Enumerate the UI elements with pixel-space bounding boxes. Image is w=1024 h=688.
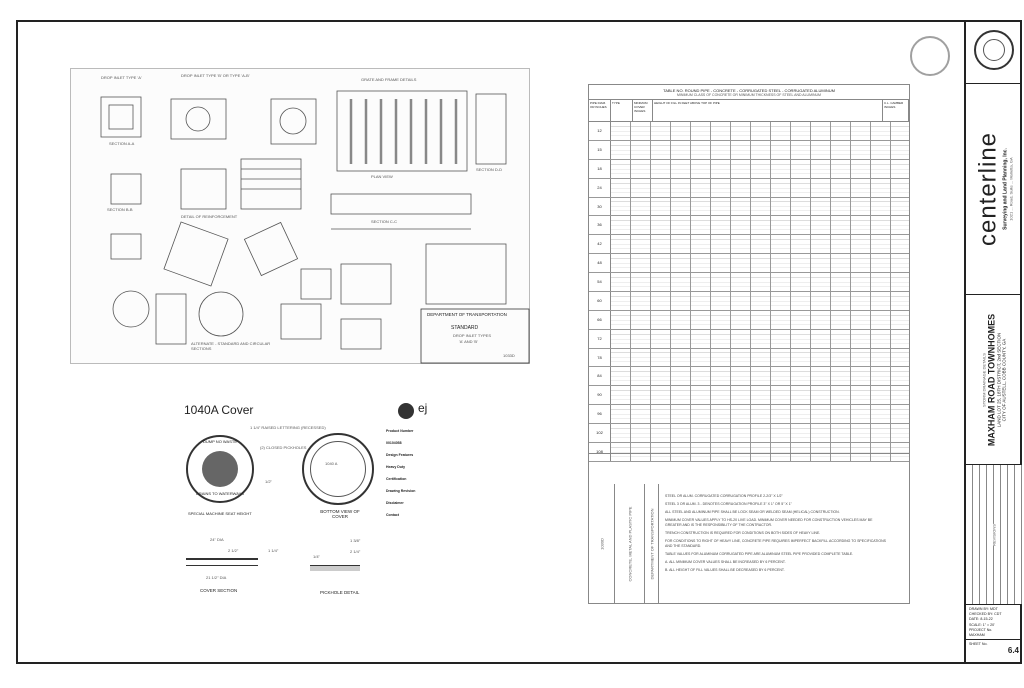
caption: PICKHOLE DETAIL: [320, 590, 360, 595]
table-note: TRENCH CONSTRUCTION IS REQUIRED FOR CONDITIONS ON BOTH SIDES OF HEAVY LINE.: [665, 531, 821, 535]
cover-1040a-detail: [170, 395, 450, 655]
ring-text-bottom: DRAINS TO WATERWAYS: [195, 491, 244, 496]
table-row: [589, 273, 909, 292]
table-row: [589, 254, 909, 273]
pipe-diameter: 90: [589, 386, 611, 404]
pipe-diameter: 54: [589, 273, 611, 291]
project-number: PROJECT No.: [969, 627, 993, 632]
detail-linework: [71, 69, 531, 365]
detail-label: DROP INLET TYPE 'A': [101, 75, 142, 80]
pipe-diameter: 102: [589, 424, 611, 442]
project-city: CITY OF AUSTELL, COBB COUNTY, GA: [1001, 338, 1007, 421]
table-row: [589, 405, 909, 424]
pipe-diameter: 78: [589, 349, 611, 367]
company-logo: centerline: [974, 131, 1002, 247]
caption: COVER SECTION: [200, 588, 238, 593]
pipe-diameter: 12: [589, 122, 611, 140]
pipe-diameter: 72: [589, 330, 611, 348]
pickhole-note: (2) CLOSED PICKHOLES: [260, 445, 307, 450]
scale: SCALE: 1" = 20': [969, 622, 995, 627]
caption: BOTTOM VIEW OF COVER: [320, 509, 360, 519]
checked-by: CHECKED BY: CDT: [969, 612, 1002, 617]
dimension: 2 1/4": [350, 549, 361, 554]
detail-label: ALTERNATE - STANDARD AND CIRCULAR SECTIONS: [191, 341, 271, 351]
sheet-number-box: [966, 640, 1022, 662]
detail-label: DROP INLET TYPE 'B' OR TYPE 'A-B': [181, 73, 250, 78]
detail-standard: STANDARD: [451, 325, 479, 331]
table-row: [589, 424, 909, 443]
column-header: TYPE: [611, 100, 633, 121]
table-row: [589, 122, 909, 141]
detail-label: GRATE AND FRAME DETAILS: [361, 77, 417, 82]
ring-text-top: DUMP NO WASTE: [202, 439, 237, 444]
column-header: MINIMUM COVER INCHES: [633, 100, 653, 121]
company-subtitle: Surveying and Land Planning, Inc.: [1002, 148, 1009, 230]
table-header: [589, 100, 909, 122]
table-row: [589, 292, 909, 311]
project-title: MAXHAM ROAD TOWNHOMES: [986, 313, 997, 446]
std-agency: DEPARTMENT OF TRANSPORTATION: [649, 508, 654, 580]
table-row: [589, 179, 909, 198]
detail-number: 1033D: [503, 353, 515, 358]
product-info-line: Drawing Revision: [386, 489, 416, 493]
pipe-diameter: 18: [589, 160, 611, 178]
table-note: TABLE VALUES FOR ALUMINUM CORRUGATED PIPE ARE ALUMINUM STEEL PIPE PROVIDED COMPLETE TABLE.: [665, 552, 854, 556]
caption: SPECIAL MACHINE SEAT HEIGHT: [188, 511, 252, 516]
title-block: [964, 20, 1022, 664]
pipe-diameter: 96: [589, 405, 611, 423]
std-number: 1030D: [599, 538, 604, 550]
product-info: [386, 425, 446, 521]
cover-section-view: [186, 558, 258, 566]
table-footer: [589, 453, 909, 605]
sheet-label: SHEET No.: [969, 642, 988, 646]
table-row: [589, 330, 909, 349]
table-note: B. ALL HEIGHT OF FILL VALUES SHALL BE DECREASED BY 6 PERCENT.: [665, 568, 785, 572]
revisions-table: [966, 465, 1022, 605]
pipe-diameter: 36: [589, 216, 611, 234]
dimension: 1 3/8": [350, 538, 361, 543]
table-note: STEEL 3 OR ALUM. 3 - DENOTES CORRUGATION PROFILE 3" X 1" OR 5" X 1": [665, 502, 792, 506]
table-notes: [665, 494, 890, 576]
column-header: PIPE DIAM. OR INCHES: [589, 100, 611, 121]
engineer-seal-icon: [910, 36, 950, 76]
product-info-line: Certification: [386, 477, 407, 481]
project-location: LAND LOT 25, 18TH DISTRICT, 2nd SECTION: [996, 332, 1002, 427]
project-section: [966, 295, 1022, 465]
sheet-subject: STORM DRAINAGE DETAILS: [981, 352, 987, 407]
drawn-by: DRAWN BY: MDT: [969, 607, 998, 611]
drawing-info: [966, 605, 1022, 640]
cover-bottom-view: [302, 433, 374, 505]
pipe-diameter: 108: [589, 443, 611, 461]
table-subtitle: MINIMUM CLASS OF CONCRETE OR MINIMUM THICKNESS OF STEEL AND ALUMINUM: [589, 93, 909, 100]
seal-section: [966, 20, 1022, 84]
pipe-diameter: 30: [589, 198, 611, 216]
pipe-diameter: 42: [589, 235, 611, 253]
table-row: [589, 141, 909, 160]
column-header: C.L. CAMBER INCHES: [883, 100, 909, 121]
table-row: [589, 386, 909, 405]
table-title: TABLE NO. ROUND PIPE - CONCRETE - CORRUGATED STEEL - CORRUGATED ALUMINUM: [663, 88, 835, 93]
dimension: 21 1/2" DIA: [206, 575, 227, 580]
product-info-line: Contact: [386, 513, 400, 517]
detail-label: SECTION C-C: [371, 219, 397, 224]
detail-label: DETAIL OF REINFORCEMENT: [181, 214, 238, 219]
pipe-cover-table: [588, 84, 910, 604]
table-row: [589, 160, 909, 179]
table-row: [589, 235, 909, 254]
product-info-line: Disclaimer: [386, 501, 404, 505]
product-info-line: Heavy Duty: [386, 465, 406, 469]
std-title: CONCRETE, METAL AND PLASTIC PIPE: [627, 506, 632, 582]
company-section: [966, 84, 1022, 295]
product-info-line: Design Features: [386, 453, 414, 457]
sheet-number: 6.4: [1007, 646, 1019, 655]
pipe-diameter: 84: [589, 367, 611, 385]
pipe-diameter: 48: [589, 254, 611, 272]
table-note: MINIMUM COVER VALUES APPLY TO HS-20 LIVE LOAD. MINIMUM COVER NEEDED FOR CONSTRUCTION VEHICLES MAY BE GREATER AND IS THE RESPONSIBILITY OF THE CONTRACTOR.: [665, 518, 873, 527]
drop-inlet-detail-drawing: [70, 68, 530, 364]
product-info-line: Product Number: [386, 429, 414, 433]
table-note: FOR CONDITIONS TO RIGHT OF HEAVY LINE, CONCRETE PIPE REQUIRES IMPERFECT BACKFILL ACCORDING TO SPECIFICATIONS AND THE STANDARD.: [665, 539, 886, 548]
detail-label: SECTION B-B: [107, 207, 133, 212]
pipe-diameter: 66: [589, 311, 611, 329]
detail-label: PLAN VIEW: [371, 174, 393, 179]
lettering-note: 1 1/4" RAISED LETTERING (RECESSED): [250, 425, 326, 430]
bottom-text: 1040 A: [325, 461, 338, 466]
detail-subtitle: 'A' AND 'B': [459, 339, 478, 344]
table-body: [589, 122, 909, 462]
product-info-line: 00104058: [386, 441, 402, 445]
column-header: HEIGHT OF FILL IN FEET ABOVE TOP OF PIPE: [653, 100, 883, 121]
table-note: ALL STEEL AND ALUMINUM PIPE SHALL BE LOCK SEAM OR WELDED SEAM (HELICAL) CONSTRUCTION.: [665, 510, 840, 514]
pipe-diameter: 60: [589, 292, 611, 310]
dimension: 2 1/2": [228, 548, 239, 553]
signature-block: [589, 484, 615, 604]
table-row: [589, 311, 909, 330]
date: DATE: 8-15-22: [969, 617, 993, 622]
table-note: STEEL OR ALUM. CORRUGATED CORRUGATION PROFILE 2-2/3" X 1/2": [665, 494, 783, 498]
table-note: A. ALL MINIMUM COVER VALUES SHALL BE INCREASED BY 6 PERCENT.: [665, 560, 786, 564]
dimension: 1 1/4": [268, 548, 279, 553]
detail-title: DROP INLET TYPES: [453, 333, 492, 338]
detail-label: SECTION A-A: [109, 141, 135, 146]
table-row: [589, 216, 909, 235]
project-name: MAXHAM: [969, 633, 985, 638]
dimension: 24" DIA: [210, 537, 224, 542]
detail-label: SECTION D-D: [476, 167, 502, 172]
dimension: 1/2": [265, 479, 272, 484]
seal-icon: [974, 30, 1014, 70]
ej-logo-icon: [398, 403, 414, 419]
brand-name: ej: [418, 401, 428, 415]
revisions-label: REVISIONS: [991, 523, 997, 546]
table-row: [589, 198, 909, 217]
table-row: [589, 367, 909, 386]
pickhole-view: [310, 565, 360, 571]
pipe-diameter: 24: [589, 179, 611, 197]
pipe-diameter: 15: [589, 141, 611, 159]
cover-title: 1040A Cover: [184, 403, 254, 417]
dimension: 1/4": [313, 554, 320, 559]
detail-agency: DEPARTMENT OF TRANSPORTATION: [427, 312, 507, 317]
company-address: 1021 ... Road, Suite ... Marietta, GA: [1008, 157, 1014, 221]
table-row: [589, 349, 909, 368]
